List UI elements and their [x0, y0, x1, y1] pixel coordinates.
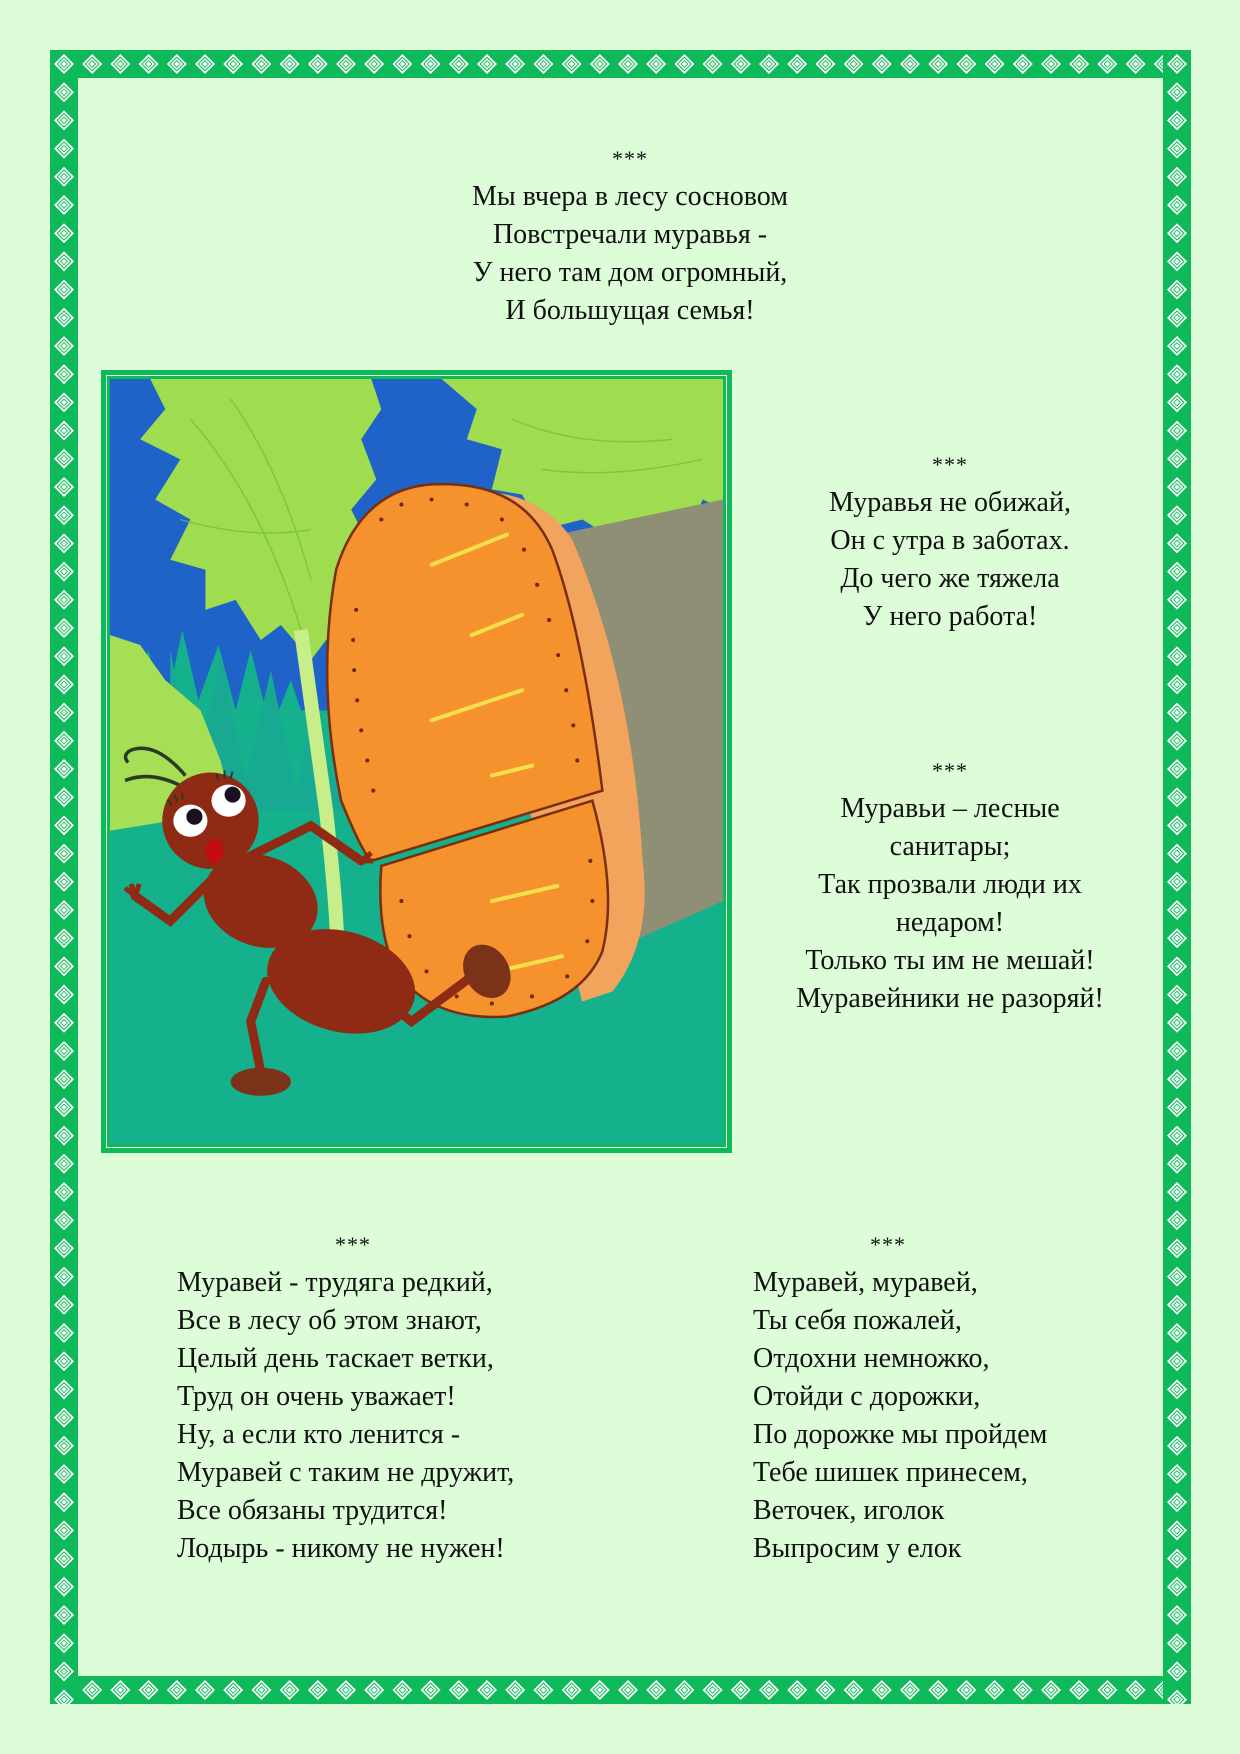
diamond-icon	[1167, 1154, 1187, 1174]
diamond-icon	[54, 590, 74, 610]
diamond-icon	[449, 54, 469, 74]
diamond-icon	[223, 1680, 243, 1700]
poem-line: Только ты им не мешай!	[805, 945, 1095, 976]
diamond-icon	[54, 392, 74, 412]
poem-5	[753, 1226, 1153, 1568]
diamond-icon	[590, 1680, 610, 1700]
diamond-icon	[1167, 674, 1187, 694]
ant-and-boot-illustration	[110, 379, 723, 1144]
diamond-icon	[1167, 1690, 1187, 1704]
diamond-icon	[54, 646, 74, 666]
poem-line: Отдохни немножко,	[753, 1343, 990, 1374]
diamond-icon	[1167, 477, 1187, 497]
diamond-icon	[54, 844, 74, 864]
diamond-icon	[815, 54, 835, 74]
diamond-icon	[1167, 82, 1187, 102]
poem-line: Муравей - трудяга редкий,	[177, 1267, 493, 1298]
diamond-icon	[900, 1680, 920, 1700]
diamond-icon	[1167, 985, 1187, 1005]
poem-line: Целый день таскает ветки,	[177, 1343, 494, 1374]
poem-line: По дорожке мы пройдем	[753, 1419, 1048, 1450]
poem-line: Он с утра в заботах.	[830, 525, 1070, 556]
diamond-icon	[54, 1436, 74, 1456]
diamond-icon	[1126, 54, 1146, 74]
diamond-icon	[1167, 900, 1187, 920]
diamond-icon	[54, 54, 74, 74]
diamond-icon	[674, 1680, 694, 1700]
diamond-icon	[1167, 364, 1187, 384]
diamond-icon	[1167, 1577, 1187, 1597]
diamond-icon	[1167, 1492, 1187, 1512]
diamond-icon	[477, 54, 497, 74]
diamond-icon	[1167, 787, 1187, 807]
diamond-icon	[54, 1351, 74, 1371]
diamond-icon	[562, 54, 582, 74]
diamond-icon	[1167, 1549, 1187, 1569]
diamond-icon	[1041, 1680, 1061, 1700]
diamond-icon	[562, 1680, 582, 1700]
diamond-icon	[618, 54, 638, 74]
poem-separator: ***	[612, 146, 648, 171]
border-bottom	[50, 1676, 1191, 1704]
poem-4	[177, 1226, 617, 1568]
diamond-icon	[54, 1379, 74, 1399]
diamond-icon	[1167, 1464, 1187, 1484]
diamond-icon	[1167, 251, 1187, 271]
diamond-icon	[167, 1680, 187, 1700]
diamond-icon	[1097, 1680, 1117, 1700]
poem-line: Муравей с таким не дружит,	[177, 1457, 515, 1488]
diamond-icon	[1069, 54, 1089, 74]
poem-line: Тебе шишек принесем,	[753, 1457, 1028, 1488]
diamond-icon	[54, 562, 74, 582]
diamond-icon	[280, 54, 300, 74]
diamond-icon	[787, 1680, 807, 1700]
diamond-icon	[1167, 1041, 1187, 1061]
poem-2	[760, 446, 1140, 636]
diamond-icon	[1167, 54, 1187, 74]
diamond-icon	[815, 1680, 835, 1700]
poem-line: Повстречали муравья -	[492, 219, 768, 250]
diamond-icon	[1167, 815, 1187, 835]
diamond-icon	[449, 1680, 469, 1700]
diamond-icon	[844, 1680, 864, 1700]
diamond-icon	[1167, 1182, 1187, 1202]
poem-line: У него там дом огромный,	[472, 257, 788, 288]
diamond-icon	[54, 364, 74, 384]
diamond-icon	[54, 110, 74, 130]
diamond-icon	[1167, 223, 1187, 243]
diamond-icon	[54, 985, 74, 1005]
poem-line: У него работа!	[862, 601, 1038, 632]
poem-separator: ***	[870, 1232, 906, 1257]
diamond-icon	[54, 449, 74, 469]
poem-line: Муравейники не разоряй!	[796, 983, 1104, 1014]
diamond-icon	[139, 54, 159, 74]
diamond-icon	[110, 1680, 130, 1700]
poem-line: Все обязаны трудится!	[177, 1495, 448, 1526]
diamond-icon	[54, 1661, 74, 1681]
diamond-icon	[364, 54, 384, 74]
diamond-icon	[1167, 308, 1187, 328]
diamond-icon	[505, 1680, 525, 1700]
diamond-icon	[1167, 110, 1187, 130]
diamond-icon	[54, 1154, 74, 1174]
diamond-icon	[1167, 1238, 1187, 1258]
border-right	[1163, 50, 1191, 1704]
diamond-icon	[54, 1013, 74, 1033]
diamond-icon	[54, 815, 74, 835]
diamond-icon	[1167, 646, 1187, 666]
diamond-icon	[54, 1464, 74, 1484]
diamond-icon	[1167, 139, 1187, 159]
diamond-icon	[364, 1680, 384, 1700]
diamond-icon	[872, 54, 892, 74]
diamond-icon	[1167, 336, 1187, 356]
diamond-icon	[1013, 54, 1033, 74]
diamond-icon	[54, 703, 74, 723]
diamond-icon	[54, 1323, 74, 1343]
diamond-icon	[1167, 1267, 1187, 1287]
diamond-icon	[928, 1680, 948, 1700]
diamond-icon	[54, 421, 74, 441]
diamond-icon	[54, 872, 74, 892]
poem-line: До чего же тяжела	[840, 563, 1060, 594]
diamond-icon	[54, 1408, 74, 1428]
diamond-icon	[533, 1680, 553, 1700]
poem-line: Труд он очень уважает!	[177, 1381, 456, 1412]
diamond-icon	[1097, 54, 1117, 74]
diamond-icon	[1167, 1605, 1187, 1625]
diamond-icon	[1167, 562, 1187, 582]
diamond-icon	[223, 54, 243, 74]
diamond-icon	[54, 1549, 74, 1569]
poem-line: Муравей, муравей,	[753, 1267, 978, 1298]
diamond-icon	[54, 1041, 74, 1061]
poem-line: Все в лесу об этом знают,	[177, 1305, 482, 1336]
diamond-icon	[1167, 928, 1187, 948]
poem-separator: ***	[932, 452, 968, 477]
diamond-icon	[1167, 1408, 1187, 1428]
diamond-icon	[928, 54, 948, 74]
diamond-icon	[1167, 618, 1187, 638]
diamond-icon	[533, 54, 553, 74]
diamond-icon	[54, 1126, 74, 1146]
diamond-icon	[54, 956, 74, 976]
diamond-icon	[195, 54, 215, 74]
diamond-icon	[618, 1680, 638, 1700]
diamond-icon	[167, 54, 187, 74]
diamond-icon	[1167, 731, 1187, 751]
diamond-icon	[759, 54, 779, 74]
diamond-icon	[1167, 759, 1187, 779]
poem-3	[750, 752, 1150, 1018]
diamond-icon	[54, 1520, 74, 1540]
poem-line: Лодырь - никому не нужен!	[177, 1533, 505, 1564]
diamond-icon	[844, 54, 864, 74]
diamond-icon	[195, 1680, 215, 1700]
diamond-icon	[1167, 167, 1187, 187]
diamond-icon	[251, 1680, 271, 1700]
diamond-icon	[1167, 590, 1187, 610]
diamond-icon	[54, 1633, 74, 1653]
diamond-icon	[1167, 1661, 1187, 1681]
poem-line: недаром!	[895, 907, 1005, 938]
diamond-icon	[54, 900, 74, 920]
diamond-icon	[54, 759, 74, 779]
diamond-icon	[985, 1680, 1005, 1700]
diamond-icon	[872, 1680, 892, 1700]
diamond-icon	[54, 1097, 74, 1117]
diamond-icon	[1167, 505, 1187, 525]
diamond-icon	[1167, 844, 1187, 864]
diamond-icon	[251, 54, 271, 74]
diamond-icon	[54, 1069, 74, 1089]
diamond-icon	[1167, 1351, 1187, 1371]
diamond-icon	[759, 1680, 779, 1700]
diamond-icon	[54, 1182, 74, 1202]
poem-1	[380, 140, 880, 330]
poem-line: Веточек, иголок	[753, 1495, 945, 1526]
poem-line: Ты себя пожалей,	[753, 1305, 962, 1336]
diamond-icon	[1167, 1323, 1187, 1343]
diamond-icon	[54, 533, 74, 553]
diamond-icon	[421, 1680, 441, 1700]
diamond-icon	[54, 223, 74, 243]
diamond-icon	[1167, 421, 1187, 441]
diamond-icon	[1167, 1210, 1187, 1230]
diamond-icon	[336, 54, 356, 74]
diamond-icon	[54, 1295, 74, 1315]
diamond-icon	[1041, 54, 1061, 74]
diamond-icon	[54, 787, 74, 807]
diamond-icon	[336, 1680, 356, 1700]
diamond-icon	[956, 1680, 976, 1700]
diamond-icon	[1167, 449, 1187, 469]
diamond-icon	[731, 54, 751, 74]
diamond-icon	[1167, 1295, 1187, 1315]
diamond-icon	[1167, 703, 1187, 723]
diamond-icon	[54, 618, 74, 638]
poem-separator: ***	[335, 1232, 371, 1257]
diamond-icon	[1167, 1069, 1187, 1089]
diamond-icon	[54, 308, 74, 328]
poem-line: Муравьи – лесные	[840, 793, 1060, 824]
diamond-icon	[1167, 392, 1187, 412]
diamond-icon	[54, 1238, 74, 1258]
diamond-icon	[54, 1267, 74, 1287]
diamond-icon	[54, 82, 74, 102]
diamond-icon	[392, 1680, 412, 1700]
poem-line: Ну, а если кто ленится -	[177, 1419, 461, 1450]
diamond-icon	[139, 1680, 159, 1700]
poem-line: Выпросим у елок	[753, 1533, 962, 1564]
diamond-icon	[731, 1680, 751, 1700]
diamond-icon	[54, 336, 74, 356]
diamond-icon	[703, 1680, 723, 1700]
diamond-icon	[1167, 956, 1187, 976]
diamond-icon	[54, 1210, 74, 1230]
diamond-icon	[54, 674, 74, 694]
diamond-icon	[54, 251, 74, 271]
diamond-icon	[1167, 872, 1187, 892]
diamond-icon	[308, 1680, 328, 1700]
diamond-icon	[703, 54, 723, 74]
diamond-icon	[54, 139, 74, 159]
diamond-icon	[54, 1492, 74, 1512]
diamond-icon	[280, 1680, 300, 1700]
diamond-icon	[1167, 195, 1187, 215]
poem-line: Муравья не обижай,	[829, 487, 1071, 518]
poem-line: Так прозвали люди их	[818, 869, 1082, 900]
diamond-icon	[54, 928, 74, 948]
diamond-icon	[1167, 1520, 1187, 1540]
illustration	[106, 375, 727, 1148]
diamond-icon	[1167, 1097, 1187, 1117]
poem-line: И большущая семья!	[505, 295, 755, 326]
poem-line: санитары;	[889, 831, 1011, 862]
diamond-icon	[421, 54, 441, 74]
illustration-frame	[101, 370, 732, 1153]
diamond-icon	[646, 54, 666, 74]
diamond-icon	[54, 505, 74, 525]
diamond-icon	[308, 54, 328, 74]
diamond-icon	[54, 195, 74, 215]
diamond-icon	[646, 1680, 666, 1700]
diamond-icon	[1167, 533, 1187, 553]
diamond-icon	[392, 54, 412, 74]
diamond-icon	[1126, 1680, 1146, 1700]
diamond-icon	[54, 167, 74, 187]
diamond-icon	[82, 54, 102, 74]
border-left	[50, 50, 78, 1704]
diamond-icon	[787, 54, 807, 74]
diamond-icon	[54, 1577, 74, 1597]
diamond-icon	[477, 1680, 497, 1700]
diamond-icon	[674, 54, 694, 74]
poem-line: Отойди с дорожки,	[753, 1381, 981, 1412]
diamond-icon	[110, 54, 130, 74]
diamond-icon	[1167, 1379, 1187, 1399]
diamond-icon	[1013, 1680, 1033, 1700]
diamond-icon	[82, 1680, 102, 1700]
diamond-icon	[1167, 1436, 1187, 1456]
diamond-icon	[505, 54, 525, 74]
diamond-icon	[54, 1605, 74, 1625]
diamond-icon	[54, 280, 74, 300]
diamond-icon	[54, 1690, 74, 1704]
diamond-icon	[956, 54, 976, 74]
diamond-icon	[590, 54, 610, 74]
diamond-icon	[54, 731, 74, 751]
diamond-icon	[1167, 1013, 1187, 1033]
diamond-icon	[54, 477, 74, 497]
diamond-icon	[1167, 1126, 1187, 1146]
diamond-icon	[1069, 1680, 1089, 1700]
diamond-icon	[985, 54, 1005, 74]
diamond-icon	[1167, 1633, 1187, 1653]
poem-line: Мы вчера в лесу сосновом	[472, 181, 788, 212]
poem-separator: ***	[932, 758, 968, 783]
diamond-icon	[900, 54, 920, 74]
border-top	[50, 50, 1191, 78]
diamond-icon	[1167, 280, 1187, 300]
